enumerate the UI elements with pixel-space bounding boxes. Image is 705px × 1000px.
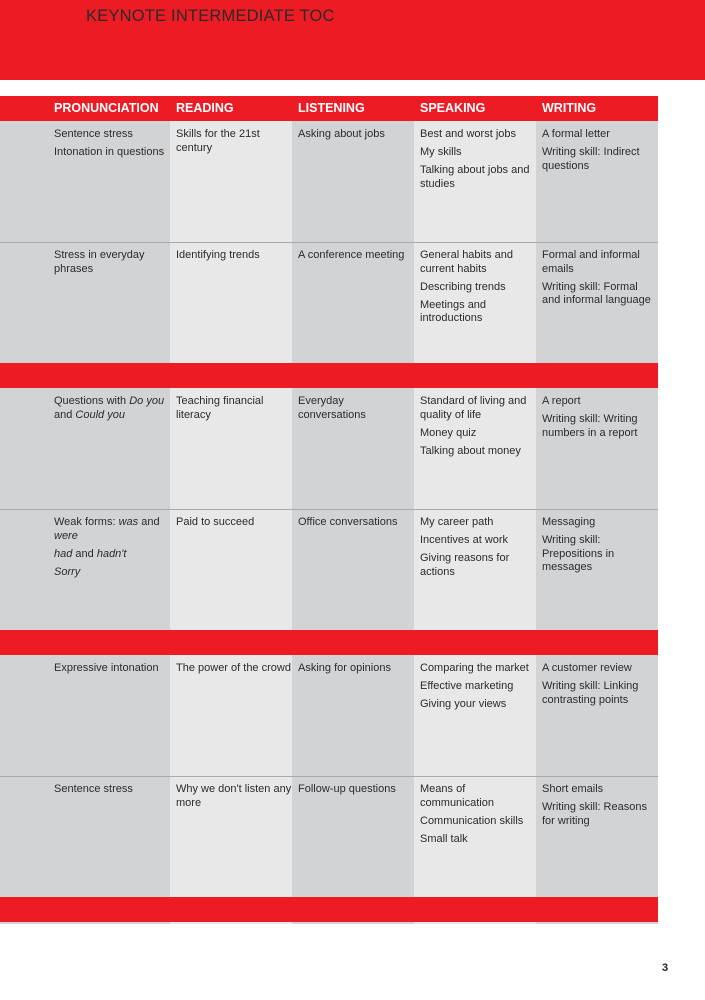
cell-item (420, 680, 536, 694)
cell-item (420, 164, 536, 191)
cell-item (420, 299, 536, 326)
text-segment: Describing trends (420, 280, 506, 293)
cell-item (420, 815, 536, 829)
text-segment: Follow-up questions (298, 783, 396, 795)
table-cell-writing (542, 516, 658, 575)
cell-item (542, 146, 658, 173)
row-divider (0, 242, 658, 243)
text-segment: General habits and current habits (420, 249, 513, 275)
table-cell-reading (176, 395, 292, 422)
cell-item (298, 128, 414, 142)
table-cell-speaking (420, 395, 536, 458)
italic-text: were (54, 529, 78, 542)
text-segment: Means of communication (420, 783, 494, 809)
table-cell-pronunciation (54, 395, 170, 422)
text-segment: Expressive intonation (54, 662, 159, 674)
cell-item (298, 249, 414, 263)
text-segment: Incentives at work (420, 534, 509, 546)
table-cell-pronunciation (54, 516, 170, 579)
text-segment: A report (542, 395, 581, 407)
cell-item (420, 249, 536, 276)
column-header-speaking: SPEAKING (420, 101, 486, 115)
table-cell-speaking (420, 783, 536, 846)
cell-item (54, 395, 170, 422)
page-number: 3 (662, 962, 669, 974)
text-segment: Writing skill: Writing numbers in a report (542, 413, 638, 439)
column-header-writing: WRITING (542, 101, 597, 115)
table-cell-reading (176, 128, 292, 155)
table-cell-reading (176, 249, 292, 263)
cell-item (298, 395, 414, 422)
text-segment: My skills (420, 146, 462, 158)
cell-item (176, 249, 292, 263)
text-segment: My career path (420, 516, 494, 528)
cell-item (54, 128, 170, 142)
italic-text: Do you (129, 395, 165, 407)
unit-separator-band (0, 897, 658, 922)
cell-item (420, 698, 536, 712)
text-segment: Talking about money (420, 444, 521, 457)
table-cell-speaking (420, 516, 536, 579)
table-cell-pronunciation (54, 249, 170, 276)
unit-separator-band (0, 630, 658, 655)
cell-item (420, 427, 536, 441)
table-cell-listening (298, 128, 414, 142)
cell-item (54, 249, 170, 276)
table-cell-writing (542, 783, 658, 828)
text-segment: Standard of living and quality of life (420, 395, 527, 421)
cell-item (542, 249, 658, 276)
italic-text: had (54, 547, 73, 560)
text-segment: Sentence stress (54, 128, 133, 140)
text-segment: Teaching financial literacy (176, 395, 264, 421)
row-divider (0, 776, 658, 777)
text-segment: Sentence stress (54, 783, 133, 795)
text-segment: Questions with (54, 395, 130, 407)
text-segment: Comparing the market (420, 662, 529, 674)
text-segment: Formal and informal emails (542, 249, 640, 275)
table-cell-pronunciation (54, 662, 170, 676)
cell-item (420, 395, 536, 422)
cell-item (298, 783, 414, 797)
table-cell-listening (298, 395, 414, 422)
text-segment: The power of the crowd (176, 662, 291, 674)
text-segment: Writing skill: Reasons for writing (542, 801, 647, 827)
text-segment: and (72, 547, 97, 560)
column-header-listening: LISTENING (298, 101, 365, 115)
cell-item (298, 516, 414, 530)
cell-item (420, 783, 536, 810)
text-segment: Short emails (542, 783, 604, 795)
cell-item (54, 548, 170, 562)
cell-item (542, 783, 658, 797)
cell-item (542, 128, 658, 142)
cell-item (54, 662, 170, 676)
text-segment: A formal letter (542, 128, 610, 140)
text-segment: Messaging (542, 516, 596, 528)
text-segment: Meetings and introductions (420, 298, 487, 324)
table-cell-pronunciation (54, 128, 170, 160)
text-segment: and (54, 408, 76, 421)
table-cell-reading (176, 662, 292, 676)
cell-item (176, 395, 292, 422)
text-segment: Everyday conversations (298, 395, 366, 421)
text-segment: Why we don't listen any more (176, 783, 292, 809)
table-cell-listening (298, 249, 414, 263)
italic-text: Could you (75, 408, 125, 421)
text-segment: Skills for the 21st century (176, 128, 260, 154)
text-segment: Talking about jobs and studies (420, 164, 530, 190)
cell-item (176, 662, 292, 676)
cell-item (176, 783, 292, 810)
text-segment: Asking for opinions (298, 662, 391, 674)
cell-item (298, 662, 414, 676)
cell-item (542, 801, 658, 828)
text-segment: Office conversations (298, 516, 398, 528)
contents-table (0, 121, 658, 924)
cell-item (420, 146, 536, 160)
cell-item (54, 566, 170, 580)
column-header-pronunciation: PRONUNCIATION (54, 101, 159, 115)
row-divider (0, 509, 658, 510)
cell-item (542, 516, 658, 530)
text-segment: Weak forms: (54, 516, 119, 528)
cell-item (54, 783, 170, 797)
text-segment: Communication skills (420, 814, 524, 827)
text-segment: Stress in everyday phrases (54, 249, 145, 275)
cell-item (542, 395, 658, 409)
column-header-reading: READING (176, 101, 234, 115)
text-segment: Giving your views (420, 698, 507, 710)
text-segment: Writing skill: Prepositions in messages (542, 534, 615, 573)
text-segment: Small talk (420, 832, 468, 845)
cell-item (542, 413, 658, 440)
table-cell-listening (298, 783, 414, 797)
table-cell-reading (176, 783, 292, 810)
table-cell-reading (176, 516, 292, 530)
table-cell-writing (542, 249, 658, 308)
table-cell-speaking (420, 249, 536, 326)
text-segment: Writing skill: Formal and informal language (542, 280, 651, 306)
cell-item (420, 662, 536, 676)
text-segment: and (138, 516, 160, 528)
text-segment: Giving reasons for actions (420, 552, 510, 578)
text-segment: A conference meeting (298, 249, 405, 261)
table-cell-pronunciation (54, 783, 170, 797)
cell-item (420, 128, 536, 142)
cell-item (542, 534, 658, 575)
text-segment: Writing skill: Linking contrasting points (542, 680, 639, 706)
cell-item (420, 552, 536, 579)
cell-item (542, 680, 658, 707)
table-cell-speaking (420, 128, 536, 191)
text-segment: Best and worst jobs (420, 128, 516, 140)
text-segment: Paid to succeed (176, 516, 255, 528)
cell-item (542, 662, 658, 676)
text-segment: Money quiz (420, 426, 477, 439)
table-cell-listening (298, 516, 414, 530)
text-segment: Asking about jobs (298, 128, 385, 140)
cell-item (54, 516, 170, 543)
text-segment: Identifying trends (176, 249, 260, 261)
cell-item (542, 281, 658, 308)
cell-item (420, 281, 536, 295)
unit-separator-band (0, 363, 658, 388)
cell-item (176, 128, 292, 155)
cell-item (420, 445, 536, 459)
table-cell-writing (542, 662, 658, 707)
cell-item (420, 833, 536, 847)
table-cell-listening (298, 662, 414, 676)
italic-text: hadn't (96, 547, 127, 560)
text-segment: Intonation in questions (54, 146, 165, 158)
cell-item (420, 534, 536, 548)
cell-item (420, 516, 536, 530)
italic-text: Sorry (54, 565, 81, 578)
text-segment: Effective marketing (420, 680, 514, 692)
text-segment: A customer review (542, 662, 632, 674)
cell-item (54, 146, 170, 160)
table-cell-writing (542, 128, 658, 173)
cell-item (176, 516, 292, 530)
page-title: KEYNOTE INTERMEDIATE TOC (86, 7, 335, 25)
table-cell-speaking (420, 662, 536, 712)
table-cell-writing (542, 395, 658, 440)
table-header-row (0, 96, 658, 121)
text-segment: Writing skill: Indirect questions (542, 146, 640, 172)
italic-text: was (118, 516, 139, 528)
